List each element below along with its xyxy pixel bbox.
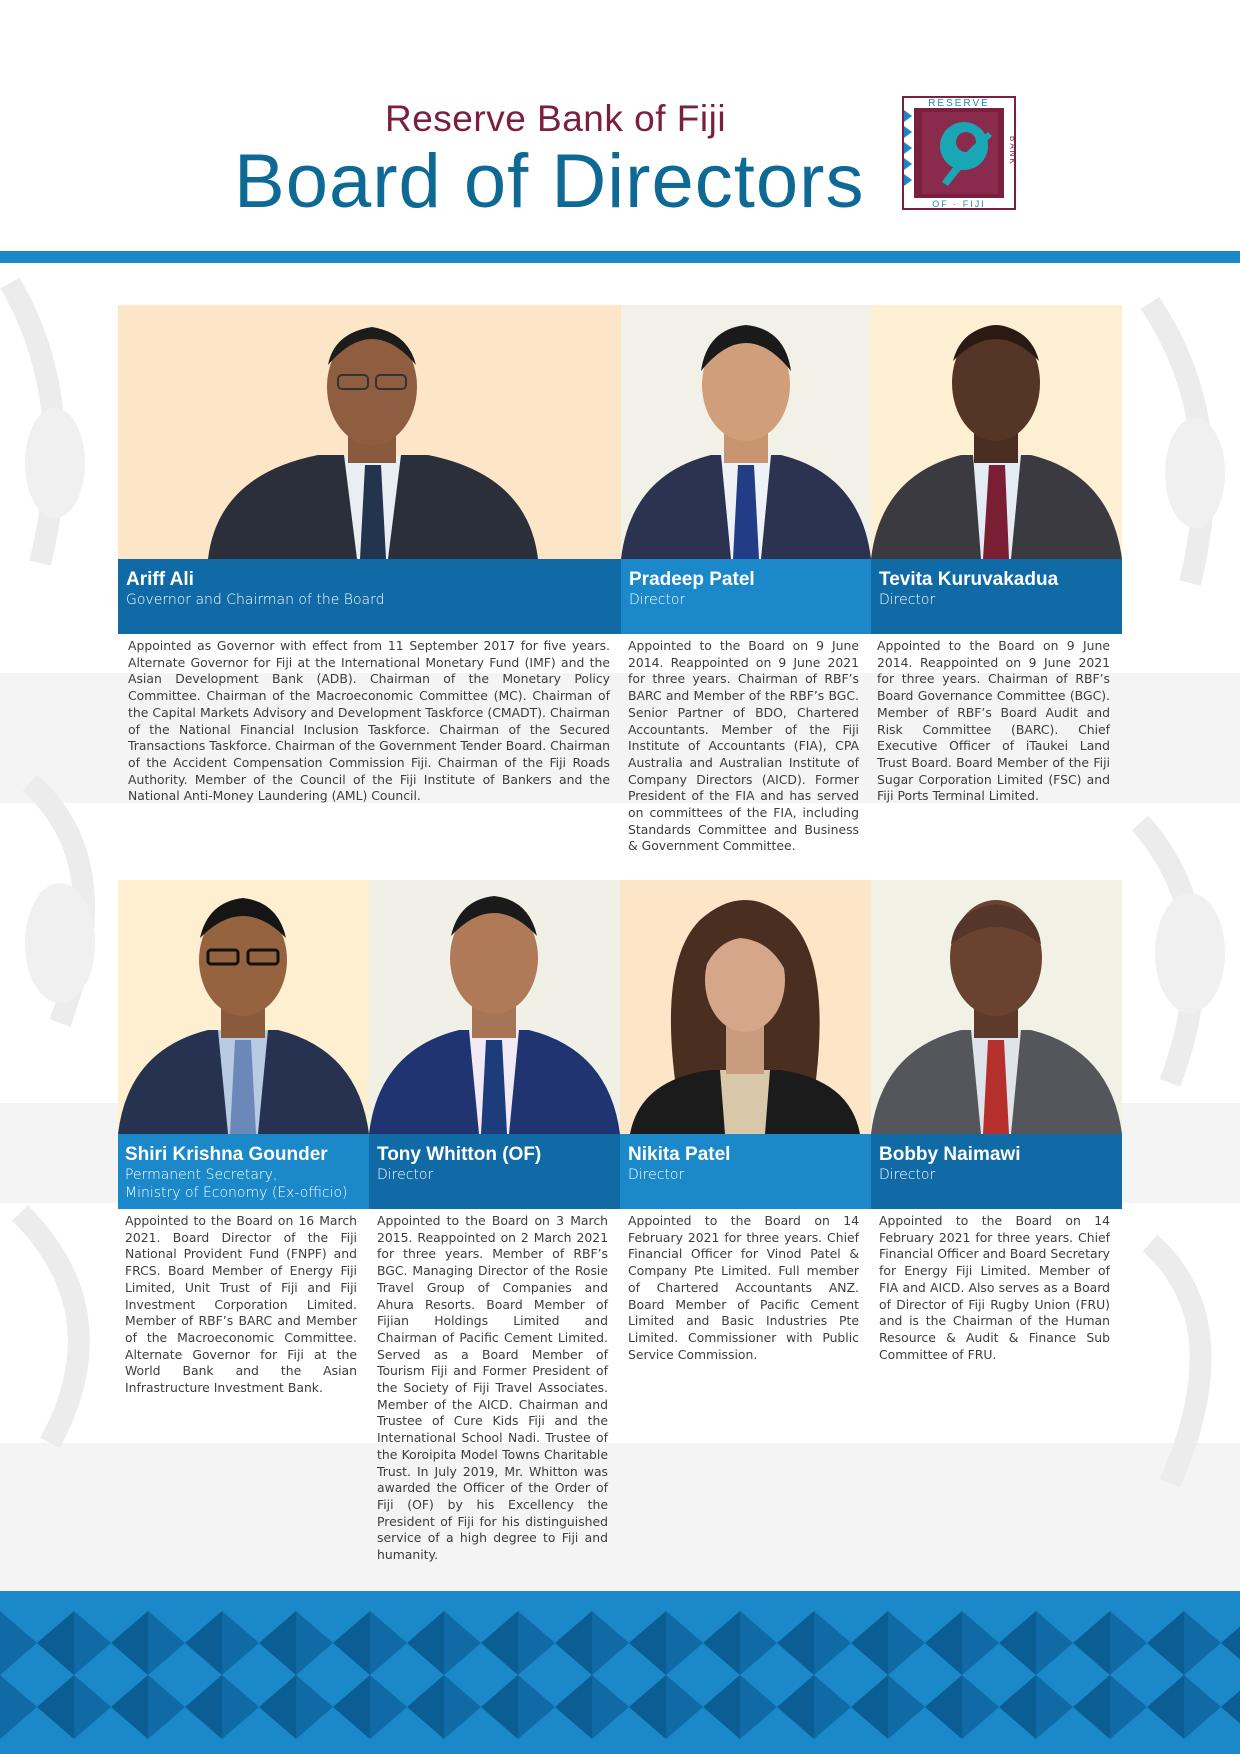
director-bio: Appointed as Governor with effect from 11 September 2017 for five years. Alternate Governor for Fiji at the International Monetary Fund (IMF) and the Asian Development Bank (ADB). Chairman of the Monetary Policy Committee. Chairman of the Macroeconomic Committee (MC). Chairman of the Capital Markets Advisory and Development Taskforce (CMADT). Chairman of the National Financial Inclusion Taskforce. Chairman of the Secured Transactions Taskforce. Chairman of the Government Tender Board. Chairman of the Accident Compensation Commission Fiji. Chairman of the Fiji Roads Authority. Member of the Council of the Fiji Institute of Bankers and the National Anti-Money Laundering (AML) Council. — [128, 638, 611, 804]
header-divider-band — [0, 251, 1240, 263]
name-bar — [621, 559, 871, 634]
person-silhouette-icon — [621, 305, 871, 559]
director-role: Governor and Chairman of the Board — [126, 592, 385, 608]
person-silhouette-icon — [118, 305, 621, 559]
director-role: Director — [879, 592, 936, 608]
director-name: Ariff Ali — [126, 569, 194, 590]
name-bar — [369, 1134, 620, 1209]
portrait-photo — [620, 880, 871, 1134]
portrait-photo — [871, 880, 1122, 1134]
page-header — [0, 0, 1240, 252]
portrait-photo — [871, 305, 1122, 559]
rbf-logo — [902, 96, 1016, 210]
portrait-photo — [621, 305, 871, 559]
director-role: Director — [629, 592, 686, 608]
name-bar — [620, 1134, 871, 1209]
director-bio: Appointed to the Board on 16 March 2021. Board Director of the Fiji National Provident Fund (FNPF) and FRCS. Board Member of Energy Fiji Limited, Unit Trust of Fiji and Fiji Investment Corporation Limited. Member of RBF’s BARC and Member of the Macroeconomic Committee. Alternate Governor for Fiji at the World Bank and the Asian Infrastructure Investment Bank. — [125, 1213, 357, 1396]
director-name: Bobby Naimawi — [879, 1144, 1021, 1165]
person-silhouette-icon — [118, 880, 369, 1134]
director-name: Tony Whitton (OF) — [377, 1144, 542, 1165]
director-bio: Appointed to the Board on 3 March 2015. Reappointed on 2 March 2021 for three years. Member of RBF’s BGC. Managing Director of the Rosie Travel Group of Companies and Ahura Resorts. Board Member of Fijian Holdings Limited and Chairman of Pacific Cement Limited. Served as a Board Member of Tourism Fiji and Former President of the Society of Fiji Travel Associates. Member of the AICD. Chairman and Trustee of Cure Kids Fiji and the International School Nadi. Trustee of the Koroipita Model Towns Charitable Trust. In July 2019, Mr. Whitton was awarded the Officer of the Order of Fiji (OF) by his Excellency the President of Fiji for his distinguished service of a high degree to Fiji and humanity. — [377, 1213, 608, 1563]
svg-text:BANK: BANK — [1008, 136, 1017, 166]
name-bar — [118, 559, 621, 634]
portrait-photo — [118, 305, 621, 559]
director-name: Nikita Patel — [628, 1144, 731, 1165]
portrait-photo — [369, 880, 620, 1134]
director-name: Pradeep Patel — [629, 569, 755, 590]
director-name: Shiri Krishna Gounder — [125, 1144, 328, 1165]
name-bar — [871, 559, 1122, 634]
portrait-photo — [118, 880, 369, 1134]
director-role: Permanent Secretary, — [125, 1167, 278, 1183]
director-bio: Appointed to the Board on 14 February 2021 for three years. Chief Financial Officer for Vinod Patel & Company Pte Limited. Full member of Chartered Accountants ANZ. Board Member of Pacific Cement Limited and Basic Industries Pte Limited. Commissioner with Public Service Commission. — [628, 1213, 859, 1362]
person-silhouette-icon — [369, 880, 620, 1134]
director-bio: Appointed to the Board on 9 June 2014. Reappointed on 9 June 2021 for three years. Chairman of RBF’s BARC and Member of the RBF’s BGC. Senior Partner of BDO, Chartered Accountants. Member of the Fiji Institute of Accountants (FIA), CPA Australia and Australian Institute of Company Directors (AICD). Former President of the FIA and has served on committees of the FIA, including Standards Committee and Business & Government Committee. — [628, 638, 859, 854]
triangle-pattern-icon — [0, 1591, 1240, 1754]
person-silhouette-icon — [620, 880, 871, 1134]
director-name: Tevita Kuruvakadua — [879, 569, 1059, 590]
director-role: Director — [628, 1167, 685, 1183]
director-role: Director — [377, 1167, 434, 1183]
director-role: Director — [879, 1167, 936, 1183]
name-bar — [871, 1134, 1122, 1209]
person-silhouette-icon — [871, 880, 1122, 1134]
director-role-line2: Ministry of Economy (Ex-officio) — [125, 1185, 348, 1201]
director-bio: Appointed to the Board on 14 February 2021 for three years. Chief Financial Officer and Board Secretary for Energy Fiji Limited. Member of FIA and AICD. Also serves as a Board of Director of Fiji Rugby Union (FRU) and is the Chairman of the Human Resource & Audit & Finance Sub Committee of FRU. — [879, 1213, 1110, 1362]
footer-pattern-band — [0, 1591, 1240, 1754]
svg-text:RESERVE: RESERVE — [928, 98, 990, 109]
page-subtitle: Reserve Bank of Fiji — [385, 98, 727, 139]
person-silhouette-icon — [871, 305, 1122, 559]
page-title: Board of Directors — [234, 139, 865, 224]
svg-text:OF · FIJI: OF · FIJI — [932, 199, 986, 209]
name-bar — [118, 1134, 369, 1209]
director-bio: Appointed to the Board on 9 June 2014. Reappointed on 9 June 2021 for three years. Chairman of RBF’s Board Governance Committee (BGC). Member of RBF’s Board Audit and Risk Committee (BARC). Chief Executive Officer of iTaukei Land Trust Board. Board Member of the Fiji Sugar Corporation Limited (FSC) and Fiji Ports Terminal Limited. — [877, 638, 1110, 804]
